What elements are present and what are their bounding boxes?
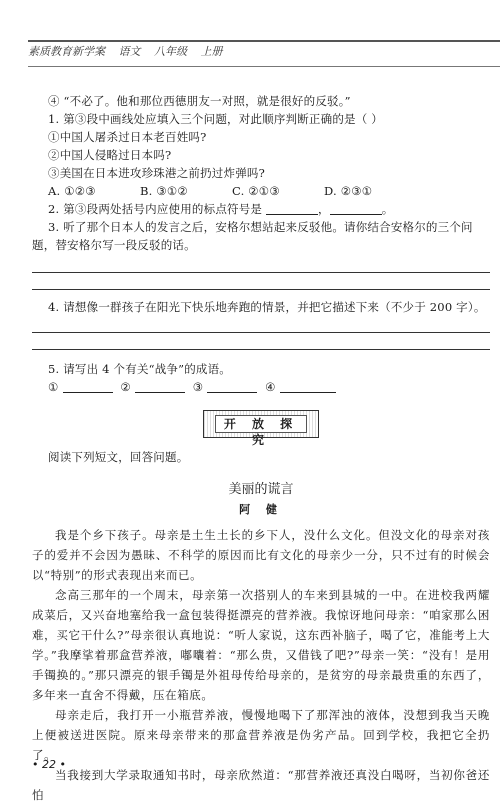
q5-mark-4: ④ (265, 380, 276, 394)
reading-instruction: 阅读下列短文，回答问题。 (48, 450, 189, 464)
q2-blank-1[interactable] (266, 202, 318, 215)
answer-line[interactable] (32, 316, 490, 333)
page-content (32, 92, 490, 805)
q5-blank-2[interactable] (135, 380, 185, 393)
answer-line[interactable] (32, 273, 490, 290)
question-3-line-1: 3. 听了那个日本人的发言之后，安格尔想站起来反驳他。请你结合安格尔的三个问 (48, 220, 473, 234)
q1-choice-d[interactable]: D. ②③① (324, 184, 373, 198)
question-2 (32, 200, 490, 218)
header-subject: 语文 (118, 45, 141, 58)
header-grade: 八年级 (154, 45, 187, 58)
story-paragraph: 念高三那年的一个周末，母亲第一次搭别人的车来到县城的一中。在进校我两耀成菜后，又兴奋地塞给我一盒包装得挺漂亮的营养液。我惊讶地问母亲：“咱家那么困难，买它干什么?”母亲很认真地说：“听人家说，这东西补脑子，喝了它，准能考上大学。”我摩挲着那盒营养液，嘟囔着：“那么贵，又借钱了吧?”母亲一笑：“没有！是用手镯换的。”那只漂亮的银手镯是外祖母传给母亲的，是贫穷的母亲最贵重的东西了，多年来一直舍不得戴，压在箱底。 (32, 588, 490, 702)
question-4: 4. 请想像一群孩子在阳光下快乐地奔跑的情景，并把它描述下来（不少于 200 字）。 (48, 300, 486, 314)
q2-sep: ， (318, 202, 330, 216)
q1-choice-c[interactable]: C. ②①③ (232, 184, 280, 198)
q2-blank-2[interactable] (330, 202, 382, 215)
q2-text: 2. 第③段两处括号内应使用的标点符号是 (48, 202, 263, 216)
q5-blank-1[interactable] (63, 380, 113, 393)
story-paragraph: 当我接到大学录取通知书时，母亲欣然道：“那营养液还真没白喝呀，当初你爸还怕 (32, 768, 490, 802)
story-author: 阿 健 (239, 503, 283, 516)
question-3-line-2: 题，替安格尔写一段反驳的话。 (32, 238, 196, 252)
q1-item-2: ②中国人侵略过日本吗? (48, 148, 172, 162)
q1-item-1: ①中国人屠杀过日本老百姓吗? (48, 130, 207, 144)
q2-end: 。 (381, 202, 394, 216)
question-1: 1. 第③段中画线处应填入三个问题，对此顺序判断正确的是（ ） (48, 112, 383, 126)
section-title-box (203, 410, 319, 447)
section-title: 开 放 探 究 (215, 415, 307, 433)
running-header (28, 40, 500, 67)
q5-blank-3[interactable] (207, 380, 257, 393)
story-paragraph: 母亲走后，我打开一小瓶营养液，慢慢地喝下了那浑浊的液体，没想到我当天晚上便被送进医院。原来母亲带来的那盒营养液是伪劣产品。回到学校，我把它全扔了。 (32, 708, 490, 762)
story-title: 美丽的谎言 (228, 482, 294, 497)
q5-blank-4[interactable] (280, 380, 336, 393)
q1-item-3: ③美国在日本进攻珍珠港之前扔过炸弹吗? (48, 166, 265, 180)
story-paragraph: 我是个乡下孩子。母亲是土生土长的乡下人，没什么文化。但没文化的母亲对孩子的爱并不会因为愚昧、不科学的原因而比有文化的母亲少一分，只不过有的时候会以“特别”的形式表现出来而已。 (32, 528, 490, 582)
q1-choice-a[interactable]: A. ①②③ (48, 184, 96, 198)
q5-blanks (32, 378, 490, 396)
question-5: 5. 请写出 4 个有关“战争”的成语。 (48, 362, 232, 376)
story-body (32, 525, 490, 805)
q5-mark-1: ① (48, 380, 59, 394)
q5-mark-3: ③ (192, 380, 204, 394)
option-4-line: ④ “不必了。他和那位西德朋友一对照，就是很好的反驳。” (48, 94, 351, 108)
header-series: 素质教育新学案 (28, 45, 105, 58)
header-volume: 上册 (200, 45, 223, 58)
page-number: • 22 • (32, 758, 66, 771)
answer-line[interactable] (32, 333, 490, 350)
q5-mark-2: ② (120, 380, 131, 394)
answer-line[interactable] (32, 256, 490, 273)
q1-choices (32, 182, 490, 200)
q1-choice-b[interactable]: B. ③①② (140, 184, 188, 198)
